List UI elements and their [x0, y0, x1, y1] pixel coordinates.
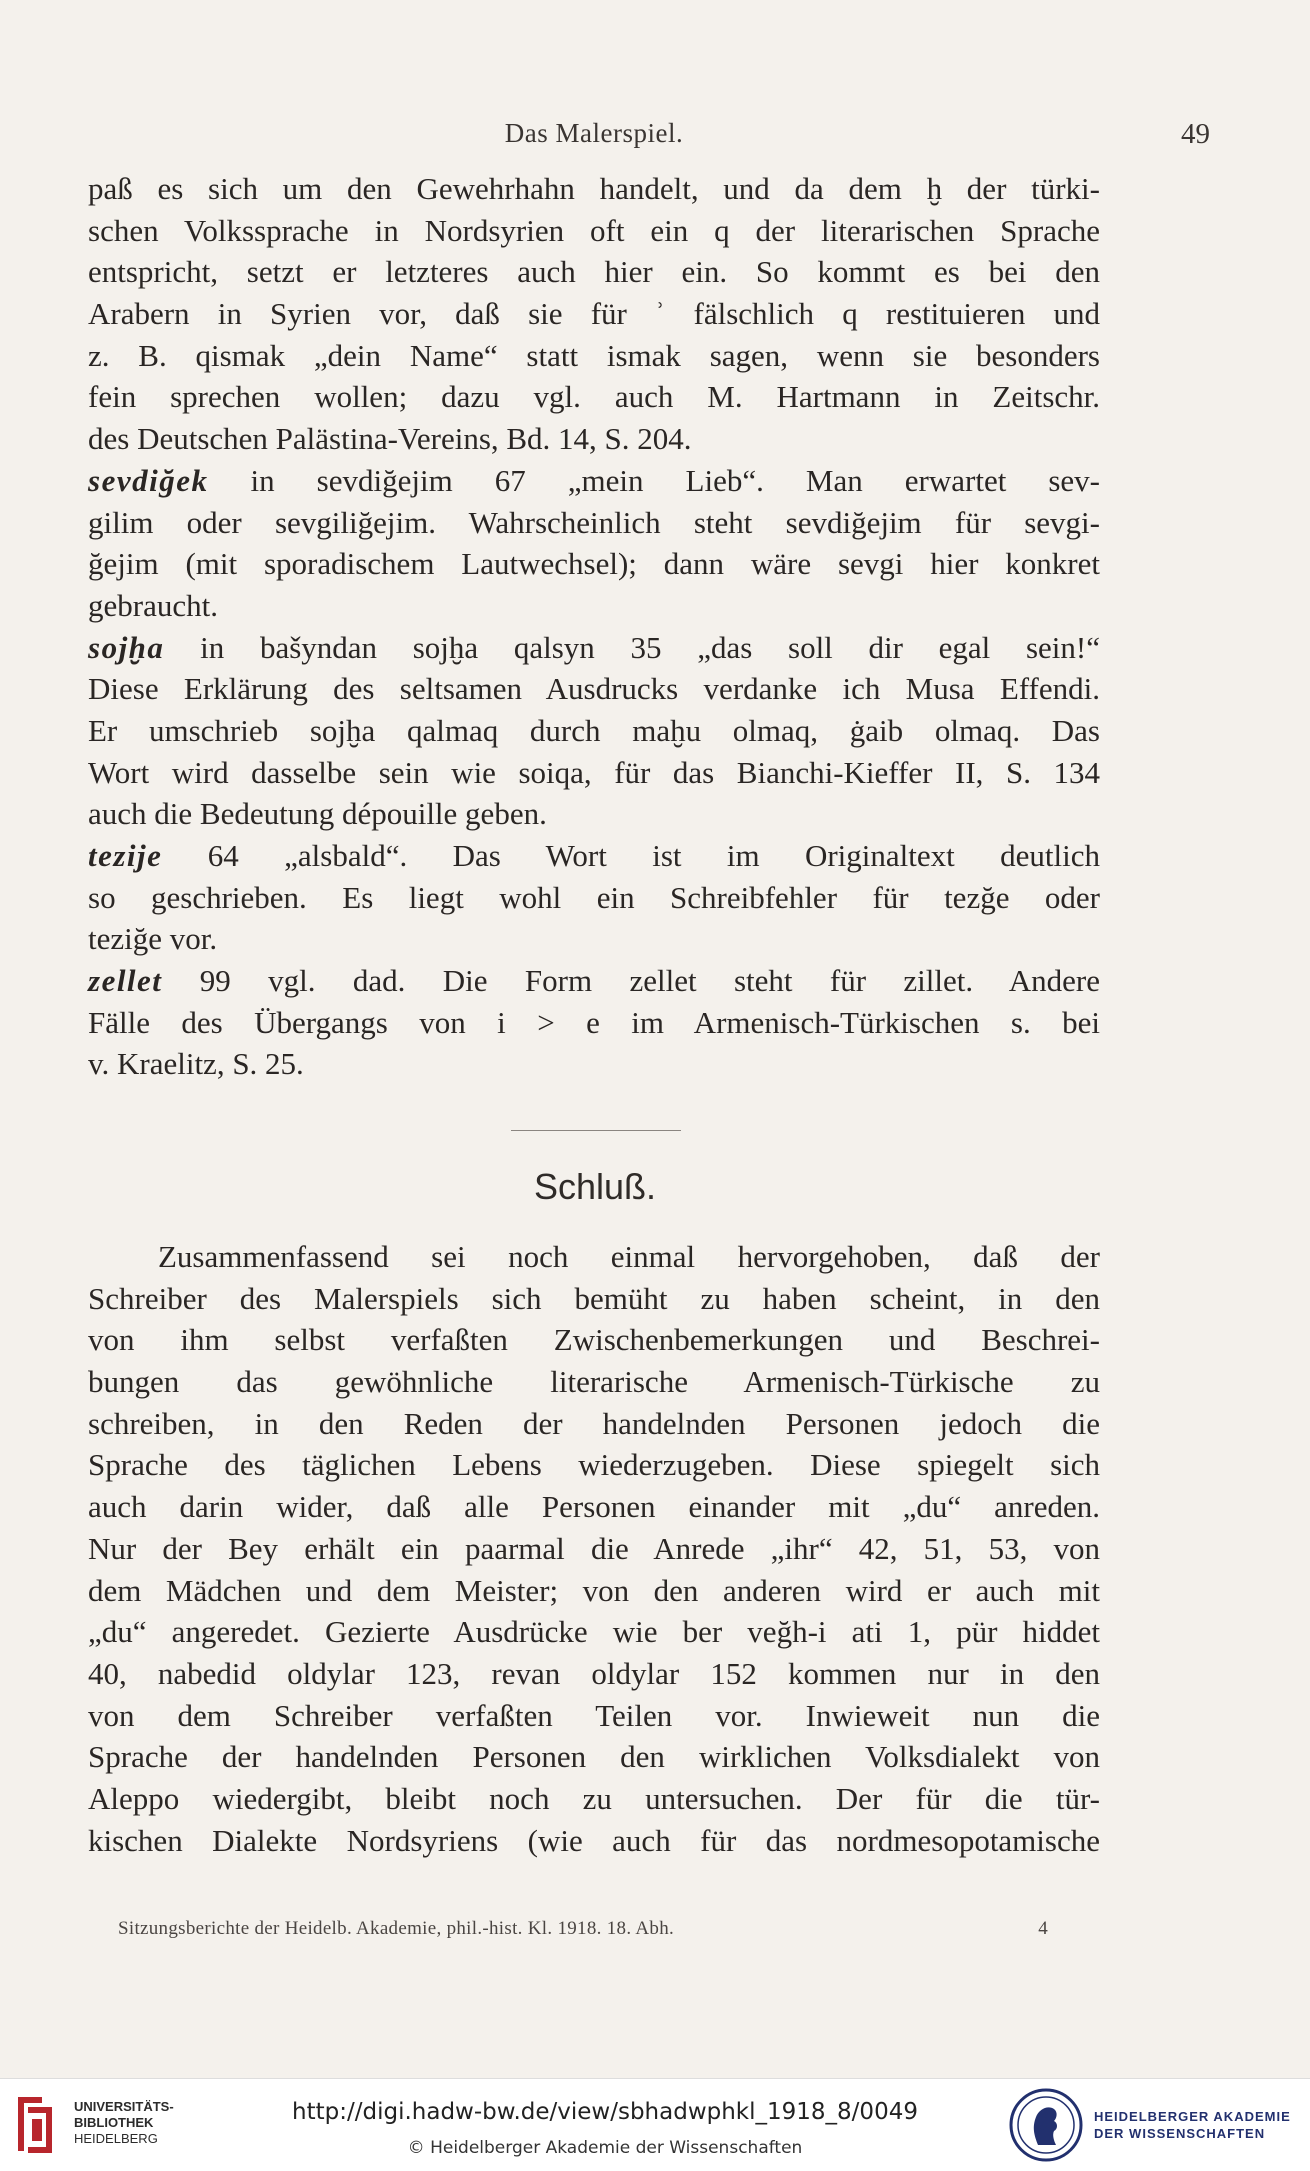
text-line: auch die Bedeutung dépouille geben. [88, 796, 547, 832]
text-line: Er umschrieb sojḫa qalmaq durch maḫu olmaq, ġaib olmaq. Das [88, 712, 1100, 748]
permalink-url[interactable]: http://digi.hadw-bw.de/view/sbhadwphkl_1918_8/0049 [292, 2099, 918, 2125]
academy-seal-icon[interactable] [1008, 2087, 1084, 2163]
text-line: so geschrieben. Es liegt wohl ein Schreibfehler für tezğe oder [88, 879, 1100, 915]
text-line: fein sprechen wollen; dazu vgl. auch M. Hartmann in Zeitschr. [88, 379, 1100, 415]
text-line: kischen Dialekte Nordsyriens (wie auch für das nordmesopotamische [88, 1822, 1100, 1858]
text-line [88, 960, 1100, 1002]
page-number: 49 [1181, 118, 1210, 150]
text-line: teziğe vor. [88, 921, 218, 957]
lemma-text: in sevdiğejim 67 „mein Lieb“. Man erwartet sev- [208, 462, 1100, 498]
lemma-text: in bašyndan sojḫa qalsyn 35 „das soll dir egal sein!“ [164, 629, 1100, 665]
section-title: Schluß. [533, 1166, 657, 1207]
digitization-banner [0, 2078, 1310, 2171]
text-line: 40, nabedid oldylar 123, revan oldylar 152 kommen nur in den [88, 1655, 1100, 1691]
lemma-term: zellet [88, 963, 163, 999]
text-line: dem Mädchen und dem Meister; von den anderen wird er auch mit [88, 1572, 1100, 1608]
copyright-notice: © Heidelberger Akademie der Wissenschaften [407, 2138, 803, 2158]
text-line: z. B. qismak „dein Name“ statt ismak sagen, wenn sie besonders [88, 337, 1100, 373]
body-text-conclusion [88, 1236, 1100, 1861]
text-line: Zusammenfassend sei noch einmal hervorgehoben, daß der [158, 1239, 1100, 1274]
text-line: Fälle des Übergangs von i > e im Armenisch-Türkischen s. bei [88, 1004, 1100, 1040]
running-head [88, 118, 1210, 158]
library-name-line3: HEIDELBERG [74, 2131, 158, 2146]
academy-name-line1: HEIDELBERGER AKADEMIE [1094, 2109, 1291, 2124]
running-title: Das Malerspiel. [504, 118, 684, 148]
lemma-term: tezije [88, 838, 163, 873]
text-line: schen Volkssprache in Nordsyrien oft ein q der literarischen Sprache [88, 212, 1100, 248]
text-line: schreiben, in den Reden der handelnden Personen jedoch die [88, 1405, 1100, 1441]
lemma-text: 99 vgl. dad. Die Form zellet steht für zillet. Andere [162, 963, 1100, 999]
university-library-logo-icon[interactable] [12, 2093, 58, 2157]
lemma-term: sojḫa [88, 629, 165, 665]
text-line: Diese Erklärung des seltsamen Ausdrucks verdanke ich Musa Effendi. [88, 671, 1100, 707]
text-line: Schreiber des Malerspiels sich bemüht zu haben scheint, in den [88, 1280, 1100, 1316]
text-line: Wort wird dasselbe sein wie soiqa, für das Bianchi-Kieffer II, S. 134 [88, 754, 1100, 790]
text-line [88, 835, 1100, 877]
footer-citation: Sitzungsberichte der Heidelb. Akademie, phil.-hist. Kl. 1918. 18. Abh. [118, 1918, 675, 1939]
text-line: des Deutschen Palästina-Vereins, Bd. 14, S. 204. [88, 421, 692, 457]
academy-name [1094, 2108, 1291, 2142]
text-line: Aleppo wiedergibt, bleibt noch zu untersuchen. Der für die tür- [88, 1780, 1100, 1816]
text-line: entspricht, setzt er letzteres auch hier ein. So kommt es bei den [88, 254, 1100, 290]
text-line: ğejim (mit sporadischem Lautwechsel); dann wäre sevgi hier konkret [88, 546, 1100, 582]
academy-name-line2: DER WISSENSCHAFTEN [1094, 2126, 1266, 2141]
text-line: auch darin wider, daß alle Personen einander mit „du“ anreden. [88, 1489, 1100, 1525]
lemma-text: 64 „alsbald“. Das Wort ist im Originaltext deutlich [162, 838, 1100, 873]
library-name [74, 2099, 174, 2147]
text-line: gilim oder sevgiliğejim. Wahrscheinlich steht sevdiğejim für sevgi- [88, 504, 1100, 540]
text-line: Sprache des täglichen Lebens wiederzugeben. Diese spiegelt sich [88, 1447, 1100, 1483]
footer-signature: 4 [1038, 1918, 1048, 1939]
text-line: bungen das gewöhnliche literarische Armenisch-Türkische zu [88, 1364, 1100, 1400]
section-divider [511, 1130, 681, 1131]
text-line: von dem Schreiber verfaßten Teilen vor. Inwieweit nun die [88, 1697, 1100, 1733]
library-name-line2: BIBLIOTHEK [74, 2115, 154, 2130]
text-line [88, 460, 1100, 502]
lemma-term: sevdiğek [88, 462, 209, 498]
text-line: gebraucht. [88, 587, 218, 623]
text-line: Arabern in Syrien vor, daß sie für ʾ fälschlich q restituieren und [88, 296, 1100, 332]
page-footer [118, 1918, 1048, 1940]
text-line: paß es sich um den Gewehrhahn handelt, und da dem ḫ der türki- [88, 171, 1100, 206]
text-line: Sprache der handelnden Personen den wirklichen Volksdialekt von [88, 1739, 1100, 1775]
text-line: Nur der Bey erhält ein paarmal die Anrede „ihr“ 42, 51, 53, von [88, 1530, 1100, 1566]
text-line: „du“ angeredet. Gezierte Ausdrücke wie ber veğh-i ati 1, pür hiddet [88, 1614, 1100, 1650]
body-text-notes [88, 168, 1100, 1085]
library-name-line1: UNIVERSITÄTS- [74, 2099, 174, 2114]
text-line [88, 627, 1100, 669]
text-line: v. Kraelitz, S. 25. [88, 1046, 304, 1082]
text-line: von ihm selbst verfaßten Zwischenbemerkungen und Beschrei- [88, 1322, 1100, 1358]
